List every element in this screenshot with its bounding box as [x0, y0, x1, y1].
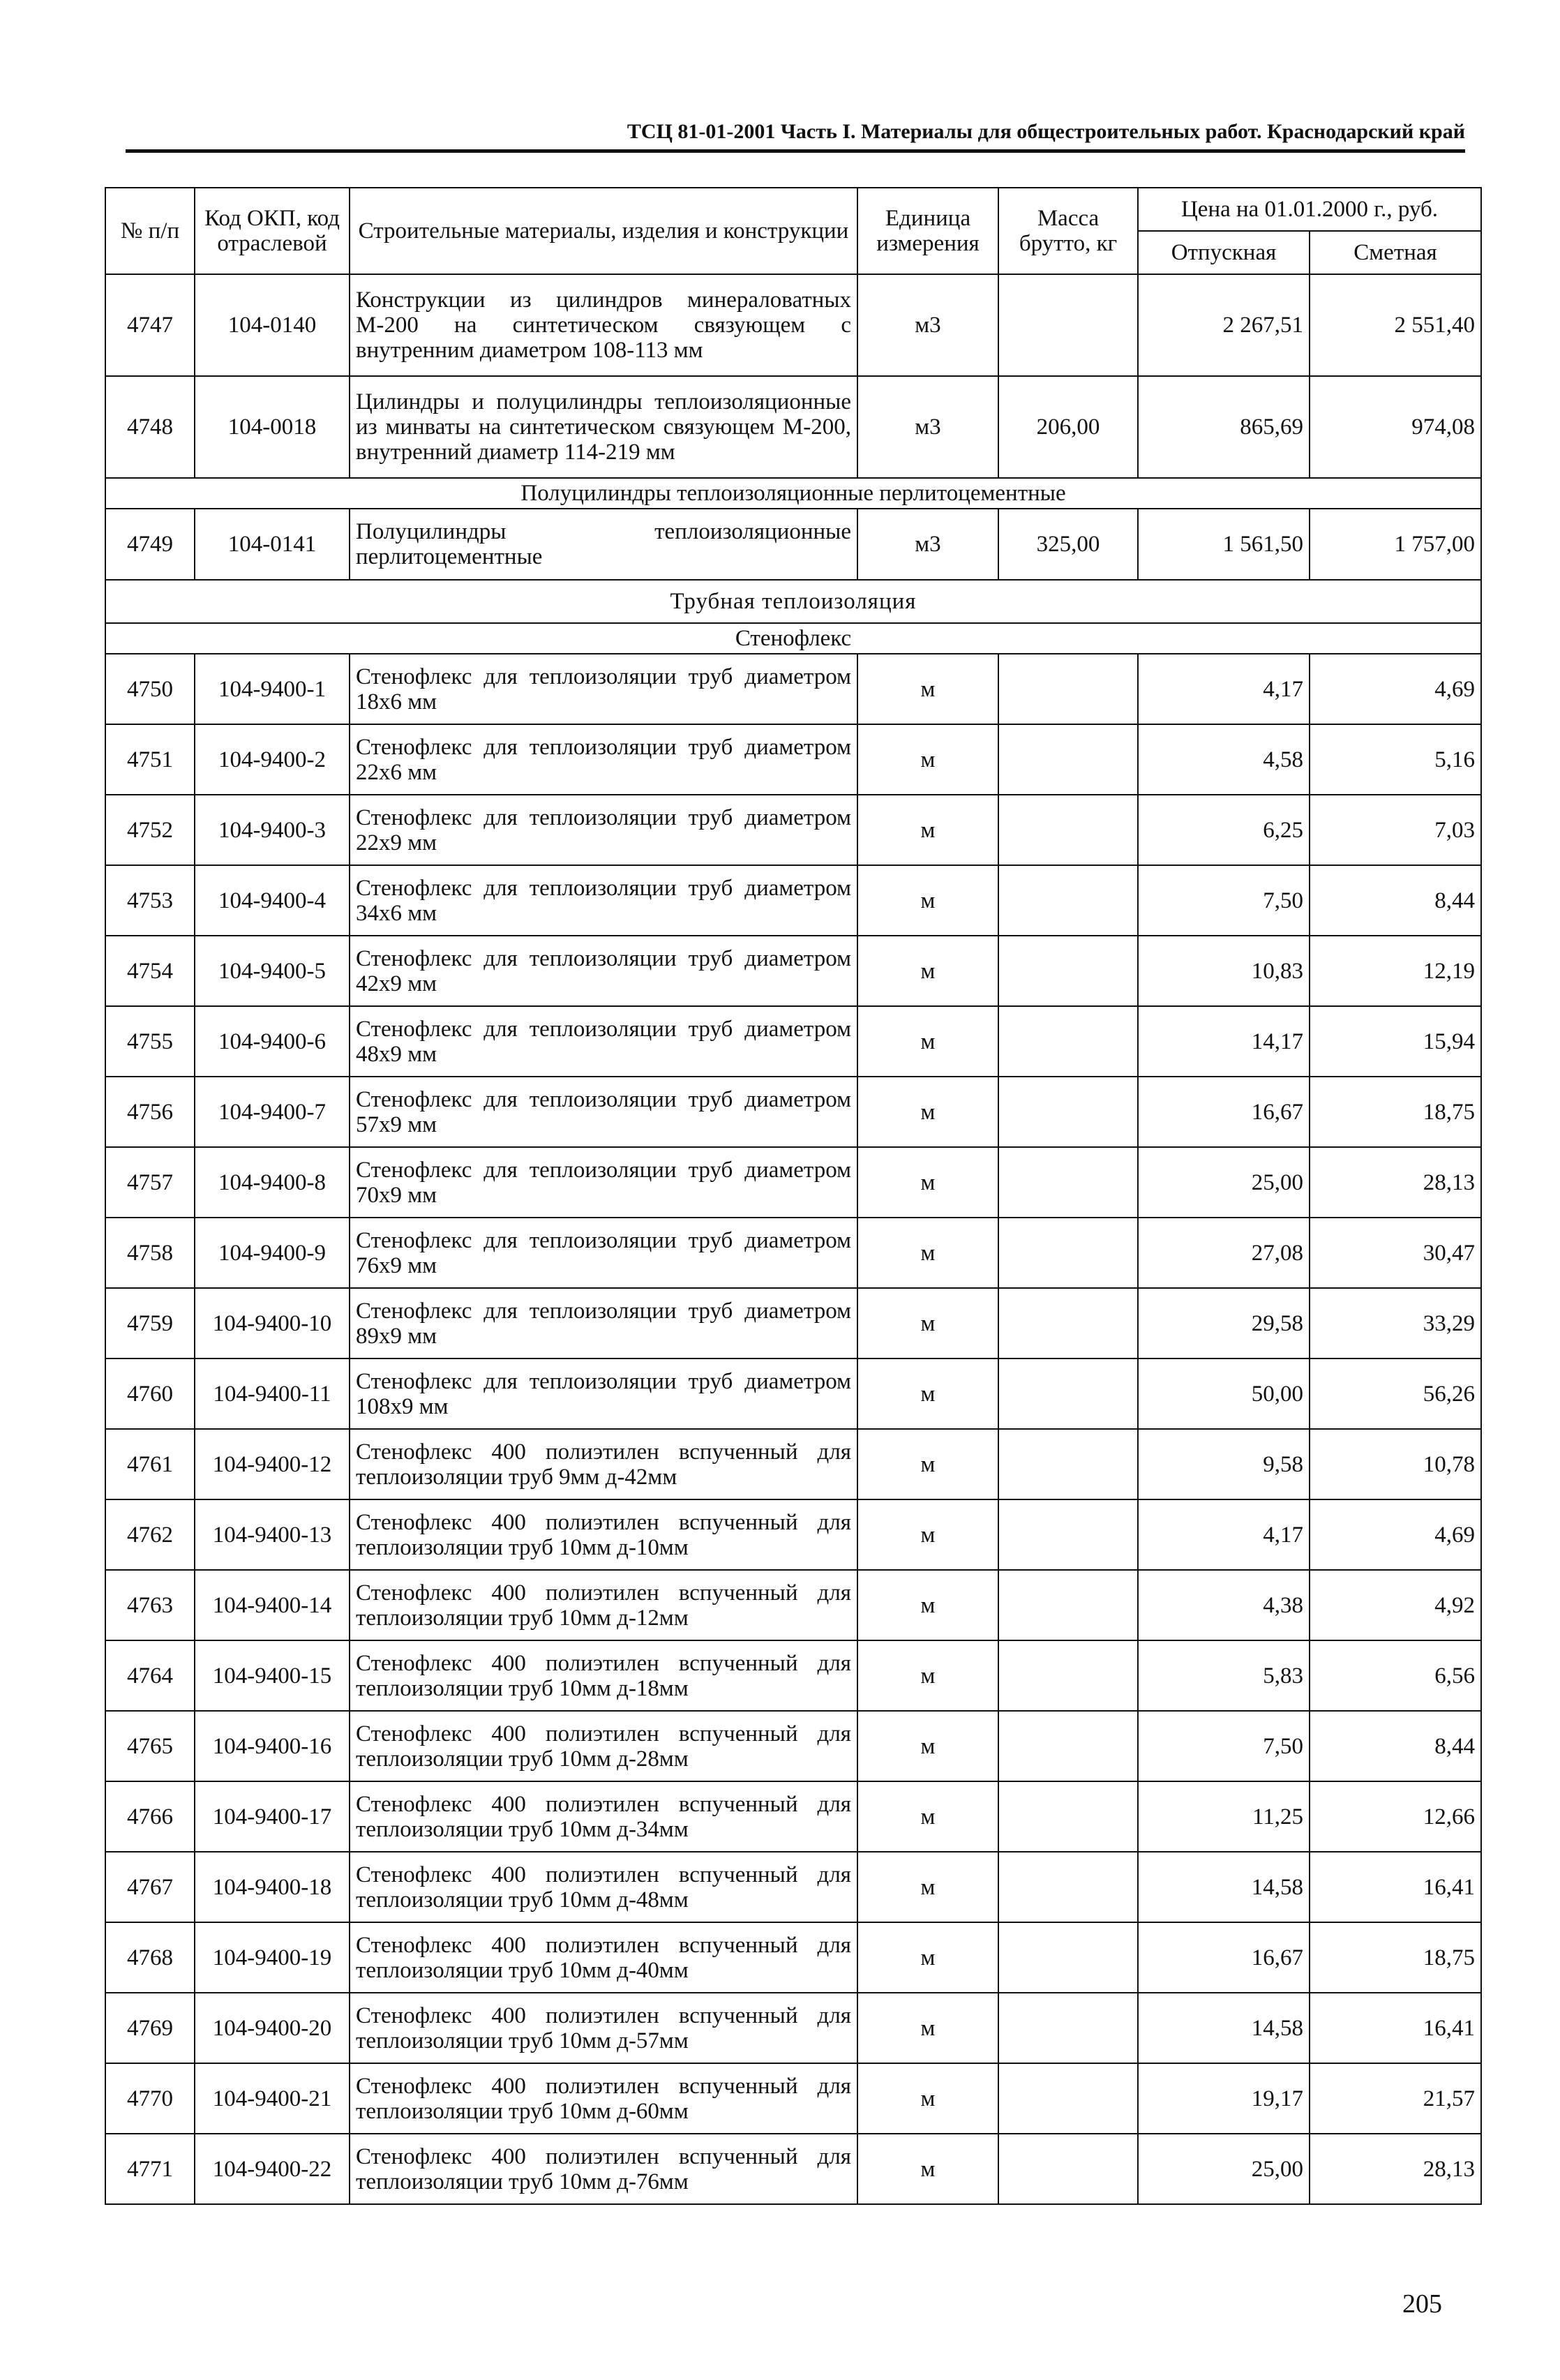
cell-unit: м — [857, 1570, 998, 1640]
cell-name: Стенофлекс для теплоизоляции труб диаметром 22х9 мм — [350, 795, 857, 865]
cell-mass — [998, 1922, 1138, 1993]
col-header-mass: Масса брутто, кг — [998, 188, 1138, 274]
table-row — [105, 1993, 1481, 2063]
cell-unit: м — [857, 1922, 998, 1993]
cell-unit: м — [857, 865, 998, 936]
cell-code: 104-9400-18 — [195, 1852, 350, 1922]
cell-code: 104-9400-6 — [195, 1006, 350, 1077]
cell-mass — [998, 1852, 1138, 1922]
cell-num: 4755 — [105, 1006, 195, 1077]
col-header-num: № п/п — [105, 188, 195, 274]
running-header — [126, 119, 1465, 153]
cell-name: Цилиндры и полуцилиндры теплоизоляционные из минваты на синтетическом связующем М-200, внутренний диаметр 114-219 мм — [350, 376, 857, 478]
cell-estimate-price: 4,69 — [1310, 654, 1481, 724]
cell-num: 4751 — [105, 724, 195, 795]
table-row — [105, 1218, 1481, 1288]
cell-unit: м — [857, 1852, 998, 1922]
cell-mass — [998, 1499, 1138, 1570]
cell-code: 104-9400-9 — [195, 1218, 350, 1288]
cell-release-price: 4,38 — [1138, 1570, 1310, 1640]
cell-unit: м — [857, 1993, 998, 2063]
cell-num: 4748 — [105, 376, 195, 478]
cell-num: 4767 — [105, 1852, 195, 1922]
cell-num: 4769 — [105, 1993, 195, 2063]
cell-code: 104-0140 — [195, 274, 350, 376]
cell-release-price: 4,17 — [1138, 654, 1310, 724]
cell-num: 4749 — [105, 509, 195, 580]
section-row-stenoflex — [105, 623, 1481, 654]
header-title: ТСЦ 81-01-2001 Часть I. Материалы для общестроительных работ. Краснодарский край — [627, 120, 1465, 143]
cell-release-price: 29,58 — [1138, 1288, 1310, 1359]
cell-estimate-price: 6,56 — [1310, 1640, 1481, 1711]
cell-mass — [998, 1429, 1138, 1499]
table-row — [105, 1640, 1481, 1711]
section-title-large: Трубная теплоизоляция — [105, 580, 1481, 623]
cell-name: Стенофлекс для теплоизоляции труб диаметром 57х9 мм — [350, 1077, 857, 1147]
cell-code: 104-9400-10 — [195, 1288, 350, 1359]
cell-code: 104-9400-16 — [195, 1711, 350, 1781]
cell-name: Стенофлекс 400 полиэтилен вспученный для теплоизоляции труб 10мм д-76мм — [350, 2134, 857, 2204]
cell-unit: м — [857, 2063, 998, 2134]
cell-unit: м — [857, 724, 998, 795]
cell-unit: м — [857, 2134, 998, 2204]
col-header-code: Код ОКП, код отраслевой — [195, 188, 350, 274]
table-row — [105, 936, 1481, 1006]
table-row — [105, 1499, 1481, 1570]
table-row — [105, 274, 1481, 376]
cell-code: 104-9400-20 — [195, 1993, 350, 2063]
col-header-price: Цена на 01.01.2000 г., руб. — [1138, 188, 1481, 231]
cell-num: 4757 — [105, 1147, 195, 1218]
cell-unit: м — [857, 1781, 998, 1852]
cell-release-price: 16,67 — [1138, 1922, 1310, 1993]
cell-num: 4754 — [105, 936, 195, 1006]
cell-mass — [998, 1640, 1138, 1711]
section-title: Полуцилиндры теплоизоляционные перлитоцементные — [105, 478, 1481, 509]
cell-name: Полуцилиндры теплоизоляционные перлитоцементные — [350, 509, 857, 580]
table-row — [105, 1147, 1481, 1218]
cell-code: 104-9400-7 — [195, 1077, 350, 1147]
table-row — [105, 1429, 1481, 1499]
cell-release-price: 2 267,51 — [1138, 274, 1310, 376]
table-row — [105, 376, 1481, 478]
cell-unit: м3 — [857, 376, 998, 478]
col-header-release-price: Отпускная — [1138, 231, 1310, 274]
col-header-name: Строительные материалы, изделия и конструкции — [350, 188, 857, 274]
cell-estimate-price: 16,41 — [1310, 1852, 1481, 1922]
cell-unit: м — [857, 1218, 998, 1288]
cell-release-price: 7,50 — [1138, 1711, 1310, 1781]
cell-code: 104-9400-8 — [195, 1147, 350, 1218]
cell-mass — [998, 654, 1138, 724]
cell-mass: 325,00 — [998, 509, 1138, 580]
cell-code: 104-9400-21 — [195, 2063, 350, 2134]
cell-name: Стенофлекс 400 полиэтилен вспученный для теплоизоляции труб 10мм д-10мм — [350, 1499, 857, 1570]
cell-name: Стенофлекс 400 полиэтилен вспученный для теплоизоляции труб 10мм д-40мм — [350, 1922, 857, 1993]
cell-mass — [998, 2063, 1138, 2134]
cell-name: Стенофлекс 400 полиэтилен вспученный для теплоизоляции труб 10мм д-57мм — [350, 1993, 857, 2063]
cell-mass — [998, 1711, 1138, 1781]
cell-release-price: 9,58 — [1138, 1429, 1310, 1499]
cell-num: 4760 — [105, 1359, 195, 1429]
cell-mass — [998, 274, 1138, 376]
cell-unit: м — [857, 1499, 998, 1570]
cell-estimate-price: 30,47 — [1310, 1218, 1481, 1288]
subsection-title: Стенофлекс — [105, 623, 1481, 654]
cell-name: Конструкции из цилиндров минераловатных М-200 на синтетическом связующем с внутренним диаметром 108-113 мм — [350, 274, 857, 376]
cell-code: 104-0018 — [195, 376, 350, 478]
table-row — [105, 865, 1481, 936]
cell-mass — [998, 1288, 1138, 1359]
cell-name: Стенофлекс 400 полиэтилен вспученный для теплоизоляции труб 10мм д-34мм — [350, 1781, 857, 1852]
cell-mass — [998, 795, 1138, 865]
cell-unit: м — [857, 654, 998, 724]
table-row — [105, 1922, 1481, 1993]
cell-mass — [998, 1147, 1138, 1218]
cell-estimate-price: 12,66 — [1310, 1781, 1481, 1852]
cell-code: 104-9400-11 — [195, 1359, 350, 1429]
cell-estimate-price: 4,92 — [1310, 1570, 1481, 1640]
cell-name: Стенофлекс 400 полиэтилен вспученный для теплоизоляции труб 10мм д-28мм — [350, 1711, 857, 1781]
table-row — [105, 509, 1481, 580]
cell-name: Стенофлекс для теплоизоляции труб диаметром 22х6 мм — [350, 724, 857, 795]
cell-estimate-price: 18,75 — [1310, 1922, 1481, 1993]
cell-mass — [998, 1077, 1138, 1147]
cell-name: Стенофлекс 400 полиэтилен вспученный для теплоизоляции труб 10мм д-18мм — [350, 1640, 857, 1711]
cell-release-price: 14,17 — [1138, 1006, 1310, 1077]
cell-estimate-price: 10,78 — [1310, 1429, 1481, 1499]
cell-release-price: 10,83 — [1138, 936, 1310, 1006]
cell-name: Стенофлекс для теплоизоляции труб диаметром 89х9 мм — [350, 1288, 857, 1359]
cell-num: 4752 — [105, 795, 195, 865]
cell-mass — [998, 865, 1138, 936]
section-row-pipe-insulation — [105, 580, 1481, 623]
cell-release-price: 1 561,50 — [1138, 509, 1310, 580]
cell-num: 4761 — [105, 1429, 195, 1499]
cell-release-price: 14,58 — [1138, 1852, 1310, 1922]
cell-num: 4765 — [105, 1711, 195, 1781]
cell-release-price: 11,25 — [1138, 1781, 1310, 1852]
cell-code: 104-9400-4 — [195, 865, 350, 936]
cell-code: 104-0141 — [195, 509, 350, 580]
cell-estimate-price: 8,44 — [1310, 1711, 1481, 1781]
cell-code: 104-9400-19 — [195, 1922, 350, 1993]
cell-estimate-price: 2 551,40 — [1310, 274, 1481, 376]
cell-release-price: 16,67 — [1138, 1077, 1310, 1147]
table-row — [105, 795, 1481, 865]
cell-estimate-price: 16,41 — [1310, 1993, 1481, 2063]
cell-mass — [998, 1006, 1138, 1077]
cell-unit: м — [857, 1288, 998, 1359]
cell-unit: м — [857, 795, 998, 865]
cell-num: 4763 — [105, 1570, 195, 1640]
table-row — [105, 1288, 1481, 1359]
cell-estimate-price: 21,57 — [1310, 2063, 1481, 2134]
table-row — [105, 654, 1481, 724]
cell-release-price: 50,00 — [1138, 1359, 1310, 1429]
table-row — [105, 1781, 1481, 1852]
items-body — [105, 654, 1481, 2204]
cell-unit: м — [857, 1711, 998, 1781]
cell-num: 4758 — [105, 1218, 195, 1288]
cell-release-price: 7,50 — [1138, 865, 1310, 936]
cell-num: 4770 — [105, 2063, 195, 2134]
cell-num: 4764 — [105, 1640, 195, 1711]
cell-estimate-price: 15,94 — [1310, 1006, 1481, 1077]
cell-num: 4756 — [105, 1077, 195, 1147]
cell-code: 104-9400-13 — [195, 1499, 350, 1570]
cell-estimate-price: 1 757,00 — [1310, 509, 1481, 580]
cell-estimate-price: 28,13 — [1310, 2134, 1481, 2204]
cell-mass — [998, 1781, 1138, 1852]
cell-code: 104-9400-14 — [195, 1570, 350, 1640]
cell-unit: м — [857, 936, 998, 1006]
cell-num: 4762 — [105, 1499, 195, 1570]
cell-mass — [998, 936, 1138, 1006]
cell-name: Стенофлекс 400 полиэтилен вспученный для теплоизоляции труб 9мм д-42мм — [350, 1429, 857, 1499]
col-header-unit: Единица измерения — [857, 188, 998, 274]
cell-estimate-price: 4,69 — [1310, 1499, 1481, 1570]
cell-estimate-price: 18,75 — [1310, 1077, 1481, 1147]
cell-unit: м — [857, 1077, 998, 1147]
cell-name: Стенофлекс для теплоизоляции труб диаметром 70х9 мм — [350, 1147, 857, 1218]
cell-release-price: 5,83 — [1138, 1640, 1310, 1711]
materials-price-table — [105, 187, 1482, 2205]
cell-code: 104-9400-1 — [195, 654, 350, 724]
cell-release-price: 19,17 — [1138, 2063, 1310, 2134]
table-row — [105, 2134, 1481, 2204]
cell-code: 104-9400-12 — [195, 1429, 350, 1499]
cell-mass — [998, 724, 1138, 795]
cell-name: Стенофлекс для теплоизоляции труб диаметром 18х6 мм — [350, 654, 857, 724]
cell-num: 4747 — [105, 274, 195, 376]
cell-num: 4768 — [105, 1922, 195, 1993]
cell-name: Стенофлекс для теплоизоляции труб диаметром 34х6 мм — [350, 865, 857, 936]
cell-mass — [998, 1218, 1138, 1288]
col-header-estimate-price: Сметная — [1310, 231, 1481, 274]
cell-mass — [998, 1359, 1138, 1429]
cell-mass: 206,00 — [998, 376, 1138, 478]
cell-mass — [998, 2134, 1138, 2204]
cell-code: 104-9400-5 — [195, 936, 350, 1006]
table-row — [105, 1359, 1481, 1429]
table-row — [105, 1006, 1481, 1077]
cell-unit: м — [857, 1006, 998, 1077]
cell-unit: м3 — [857, 509, 998, 580]
cell-unit: м — [857, 1359, 998, 1429]
cell-estimate-price: 28,13 — [1310, 1147, 1481, 1218]
cell-unit: м — [857, 1147, 998, 1218]
cell-code: 104-9400-15 — [195, 1640, 350, 1711]
cell-code: 104-9400-17 — [195, 1781, 350, 1852]
cell-estimate-price: 974,08 — [1310, 376, 1481, 478]
cell-mass — [998, 1993, 1138, 2063]
cell-estimate-price: 7,03 — [1310, 795, 1481, 865]
cell-unit: м3 — [857, 274, 998, 376]
cell-num: 4759 — [105, 1288, 195, 1359]
cell-release-price: 25,00 — [1138, 1147, 1310, 1218]
cell-release-price: 27,08 — [1138, 1218, 1310, 1288]
table-row — [105, 724, 1481, 795]
cell-num: 4750 — [105, 654, 195, 724]
cell-release-price: 865,69 — [1138, 376, 1310, 478]
cell-code: 104-9400-3 — [195, 795, 350, 865]
cell-num: 4753 — [105, 865, 195, 936]
cell-name: Стенофлекс для теплоизоляции труб диаметром 48х9 мм — [350, 1006, 857, 1077]
cell-num: 4766 — [105, 1781, 195, 1852]
cell-release-price: 14,58 — [1138, 1993, 1310, 2063]
table-row — [105, 1077, 1481, 1147]
cell-estimate-price: 56,26 — [1310, 1359, 1481, 1429]
cell-mass — [998, 1570, 1138, 1640]
cell-release-price: 25,00 — [1138, 2134, 1310, 2204]
cell-release-price: 6,25 — [1138, 795, 1310, 865]
cell-name: Стенофлекс для теплоизоляции труб диаметром 76х9 мм — [350, 1218, 857, 1288]
cell-unit: м — [857, 1640, 998, 1711]
cell-release-price: 4,58 — [1138, 724, 1310, 795]
table-row — [105, 1852, 1481, 1922]
cell-name: Стенофлекс 400 полиэтилен вспученный для теплоизоляции труб 10мм д-12мм — [350, 1570, 857, 1640]
table-row — [105, 1711, 1481, 1781]
cell-name: Стенофлекс для теплоизоляции труб диаметром 108х9 мм — [350, 1359, 857, 1429]
cell-name: Стенофлекс 400 полиэтилен вспученный для теплоизоляции труб 10мм д-48мм — [350, 1852, 857, 1922]
table-row — [105, 1570, 1481, 1640]
cell-code: 104-9400-22 — [195, 2134, 350, 2204]
cell-name: Стенофлекс для теплоизоляции труб диаметром 42х9 мм — [350, 936, 857, 1006]
cell-release-price: 4,17 — [1138, 1499, 1310, 1570]
cell-estimate-price: 33,29 — [1310, 1288, 1481, 1359]
page-number: 205 — [1402, 2289, 1442, 2319]
cell-name: Стенофлекс 400 полиэтилен вспученный для теплоизоляции труб 10мм д-60мм — [350, 2063, 857, 2134]
section-row-perlite — [105, 478, 1481, 509]
cell-estimate-price: 12,19 — [1310, 936, 1481, 1006]
cell-code: 104-9400-2 — [195, 724, 350, 795]
table-header-row — [105, 188, 1481, 231]
cell-num: 4771 — [105, 2134, 195, 2204]
cell-estimate-price: 5,16 — [1310, 724, 1481, 795]
cell-unit: м — [857, 1429, 998, 1499]
table-row — [105, 2063, 1481, 2134]
cell-estimate-price: 8,44 — [1310, 865, 1481, 936]
